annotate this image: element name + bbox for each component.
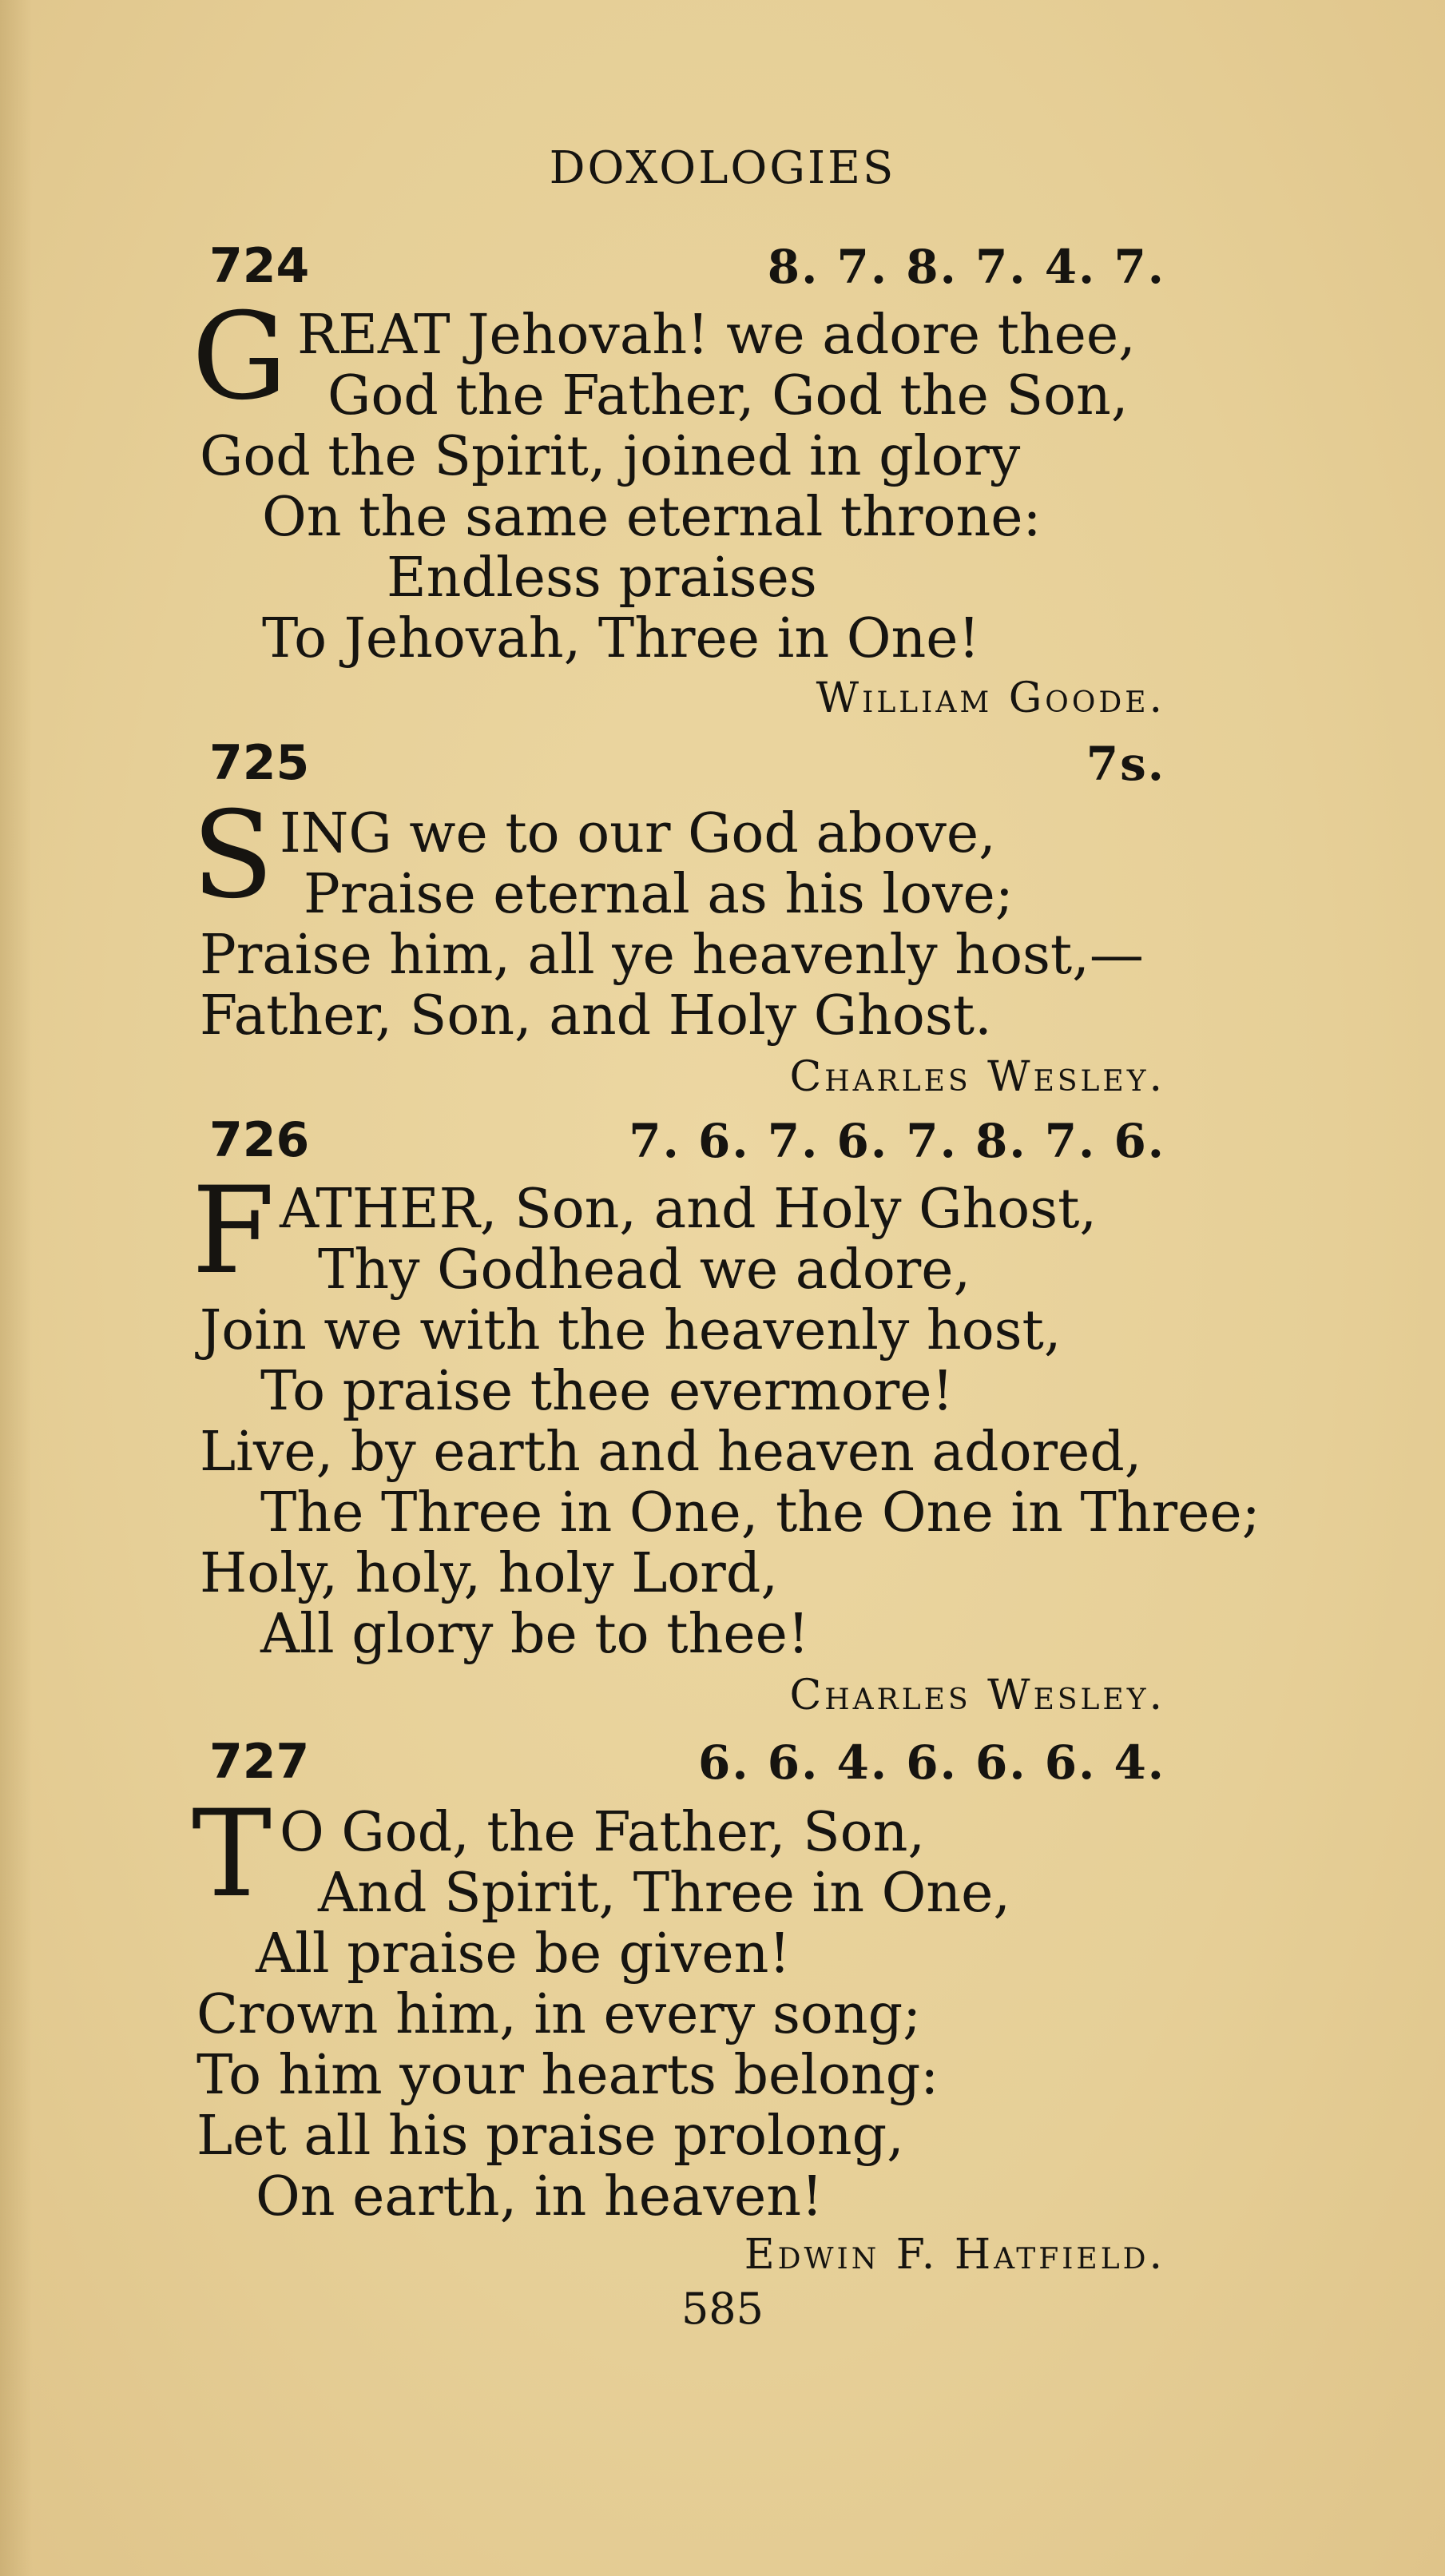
hymn-author: Charles Wesley. <box>789 1672 1165 1719</box>
hymn-number: 727 <box>209 1734 310 1790</box>
hymn-number: 725 <box>209 735 310 791</box>
verse-line: Crown him, in every song; <box>197 1983 922 2046</box>
drop-cap: T <box>192 1785 272 1924</box>
verse-line: Endless praises <box>387 547 817 610</box>
hymn-number: 726 <box>209 1112 310 1168</box>
hymn-meter: 7. 6. 7. 6. 7. 8. 7. 6. <box>629 1114 1165 1168</box>
verse-line: O God, the Father, Son, <box>280 1801 926 1864</box>
page-header: DOXOLOGIES <box>549 142 896 194</box>
verse-line: All glory be to thee! <box>260 1603 810 1666</box>
hymn-author: Charles Wesley. <box>789 1053 1165 1101</box>
verse-line: All praise be given! <box>256 1922 791 1986</box>
verse-line: The Three in One, the One in Three; <box>260 1481 1260 1544</box>
verse-line: Praise eternal as his love; <box>304 863 1014 926</box>
verse-line: Join we with the heavenly host, <box>200 1299 1062 1362</box>
verse-line: ING we to our God above, <box>280 802 996 865</box>
hymn-author: William Goode. <box>816 674 1165 722</box>
verse-line: Father, Son, and Holy Ghost. <box>200 984 992 1047</box>
hymn-meter: 7s. <box>1086 737 1165 791</box>
page-number: 585 <box>681 2284 764 2334</box>
drop-cap: S <box>192 786 274 925</box>
drop-cap: G <box>192 288 288 427</box>
verse-line: On the same eternal throne: <box>262 486 1042 549</box>
verse-line: To Jehovah, Three in One! <box>262 607 980 670</box>
hymn-meter: 8. 7. 8. 7. 4. 7. <box>767 240 1165 294</box>
verse-line: And Spirit, Three in One, <box>318 1862 1011 1925</box>
verse-line: God the Spirit, joined in glory <box>200 425 1021 488</box>
verse-line: Live, by earth and heaven adored, <box>200 1421 1142 1484</box>
verse-line: On earth, in heaven! <box>256 2165 824 2228</box>
hymn-author: Edwin F. Hatfield. <box>744 2231 1165 2279</box>
verse-line: God the Father, God the Son, <box>328 364 1129 427</box>
hymn-number: 724 <box>209 238 310 294</box>
verse-line: ATHER, Son, and Holy Ghost, <box>280 1178 1098 1241</box>
verse-line: Let all his praise prolong, <box>197 2105 904 2168</box>
verse-line: To him your hearts belong: <box>197 2044 939 2107</box>
verse-line: REAT Jehovah! we adore thee, <box>297 304 1136 367</box>
hymn-meter: 6. 6. 4. 6. 6. 6. 4. <box>698 1735 1165 1790</box>
verse-line: Thy Godhead we adore, <box>318 1238 971 1302</box>
verse-line: Praise him, all ye heavenly host,— <box>200 924 1144 987</box>
verse-line: To praise thee evermore! <box>260 1360 954 1423</box>
verse-line: Holy, holy, holy Lord, <box>200 1542 778 1605</box>
binding-shadow <box>0 0 32 2576</box>
drop-cap: F <box>192 1162 276 1301</box>
